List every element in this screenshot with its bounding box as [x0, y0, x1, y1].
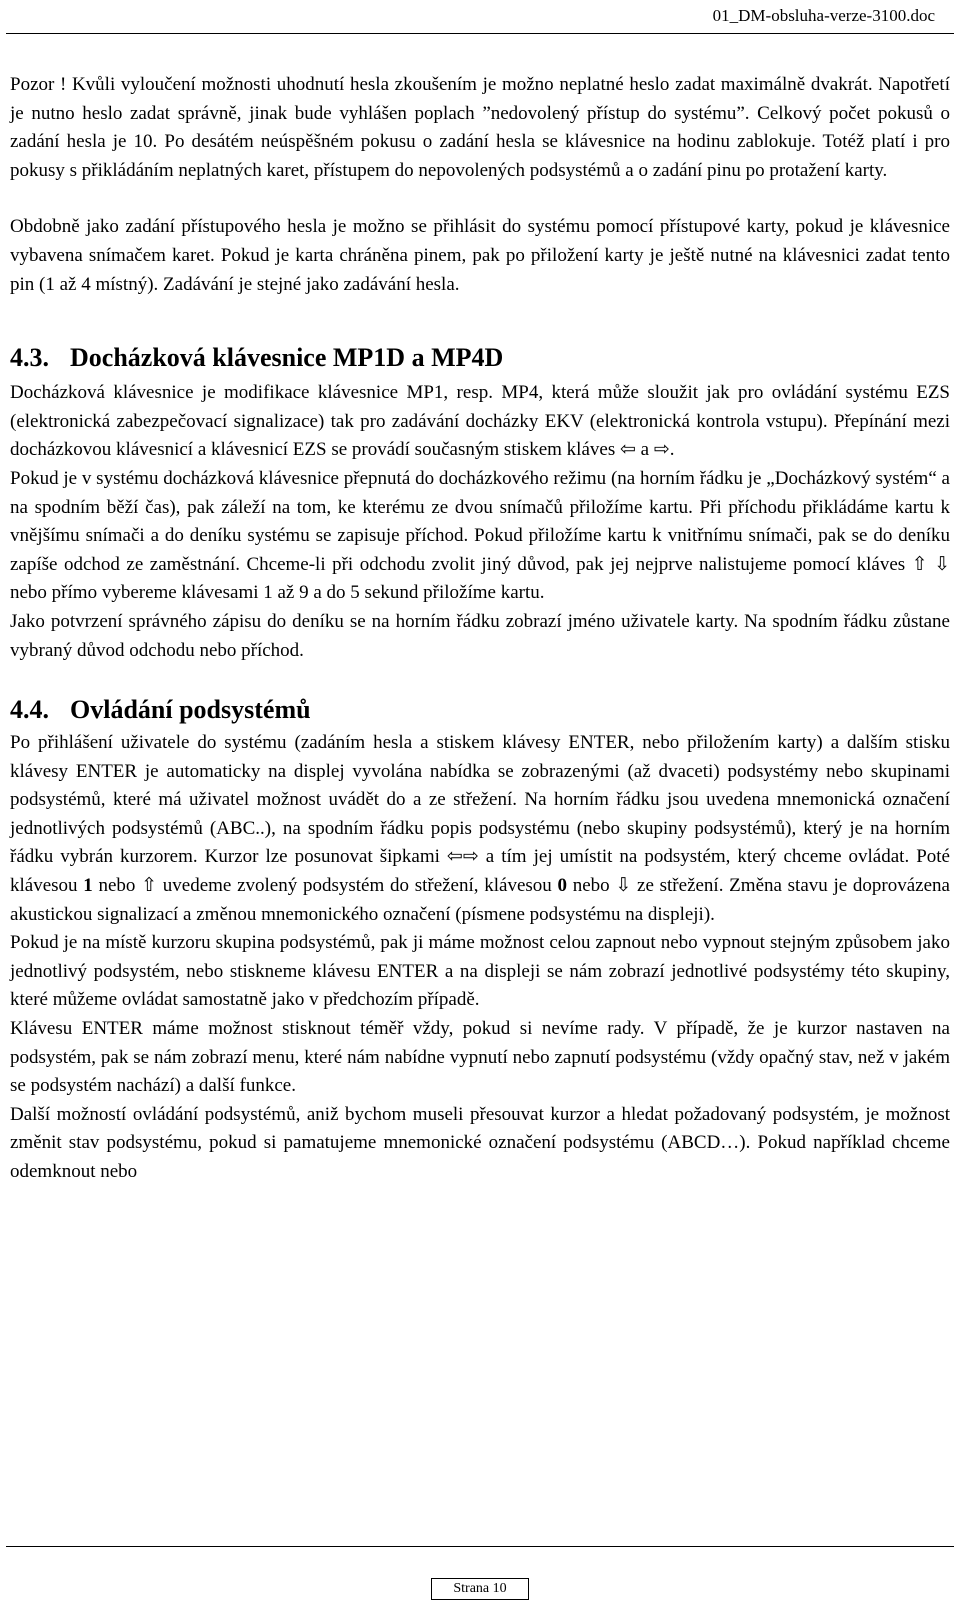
page-body: [10, 71, 950, 1187]
subsystem-control-paragraph: [10, 729, 950, 929]
key-label: 1: [83, 875, 93, 897]
page-number: Strana 10: [431, 1578, 529, 1600]
section-number: 4.3.: [10, 343, 49, 373]
password-warning-paragraph: Pozor ! Kvůli vyloučení možnosti uhodnutí hesla zkoušením je možno neplatné heslo zadat maximálně dvakrát. Napotřetí je nutno heslo zadat správně, jinak bude vyhlášen poplach ”nedovolený přístup do systému”. Celkový počet pokusů o zadání hesla je 10. Po desátém neúspěšném pokusu o zadání hesla se klávesnice na hodinu zablokuje. Totéž platí i pro pokusy s přikládáním neplatných karet, přístupem do nepovolených podsystémů a o zadání pinu po protažení karty.: [10, 74, 950, 181]
enter-key-paragraph: Klávesu ENTER máme možnost stisknout téměř vždy, pokud si nevíme rady. V případě, že je kurzor nastaven na podsystém, pak se nám zobrazí menu, které nám nabídne vypnutí nebo zapnutí podsystému (vždy opačný stav, než v jakém se podsystém nachází) a další funkce.: [10, 1018, 950, 1097]
subsystem-group-paragraph: Pokud je na místě kurzoru skupina podsystémů, pak ji máme možnost celou zapnout nebo vypnout stejným způsobem jako jednotlivý podsystém, nebo stiskneme klávesu ENTER a na displeji se nám zobrazí jednotlivé podsystémy této skupiny, které můžeme ovládat samostatně jako v předchozím případě.: [10, 932, 950, 1011]
footer-rule: [6, 1546, 954, 1547]
text-run: Po přihlášení uživatele do systému (zadáním hesla a stiskem klávesy ENTER, nebo přiložením karty) a dalším stisku klávesy ENTER je automaticky na displej vyvolána nabídka se zobrazenými (až dvaceti) podsystémy nebo skupinami podsystémů, které má uživatel možnost uvádět do a ze střežení. Na horním řádku jsou uvedena mnemonická označení jednotlivých podsystémů (ABC..), na spodním řádku popis podsystému (nebo skupiny podsystémů), který je na horním řádku vybrán kurzorem. Kurzor lze posunovat šipkami ⇦⇨ a tím jej umístit na podsystém, který chceme ovládat. Poté klávesou: [10, 732, 950, 897]
document-filename: 01_DM-obsluha-verze-3100.doc: [712, 6, 935, 25]
mnemonic-control-paragraph: Další možností ovládání podsystémů, aniž bychom museli přesouvat kurzor a hledat požadovaný podsystém, je možnost změnit stav podsystému, pokud si pamatujeme mnemonické označení podsystému (ABCD…). Pokud například chceme odemknout nebo: [10, 1103, 950, 1182]
section-title: Docházková klávesnice MP1D a MP4D: [70, 343, 504, 373]
section-title: Ovládání podsystémů: [70, 695, 311, 725]
text-run: nebo ⇩ ze střežení. Změna stavu je doprovázena akustickou signalizací a změnou mnemonického označení (písmene podsystému na displeji).: [10, 875, 950, 925]
key-label: 0: [557, 875, 568, 897]
attendance-keypad-paragraph: Docházková klávesnice je modifikace klávesnice MP1, resp. MP4, která může sloužit jak pro ovládání systému EZS (elektronická zabezpečovací signalizace) tak pro zadávání docházky EKV (elektronická kontrola vstupu). Přepínání mezi docházkovou klávesnicí a klávesnicí EZS se provádí současným stiskem kláves ⇦ a ⇨.: [10, 382, 950, 461]
attendance-mode-paragraph: Pokud je v systému docházková klávesnice přepnutá do docházkového režimu (na horním řádku je „Docházkový systém“ a na spodním běží čas), pak záleží na tom, ke kterému ze dvou snímačů přiložíme kartu. Při příchodu přikládáme kartu k vnějšímu snímači a do deníku systému se zapisuje příchod. Pokud přiložíme kartu k vnitřnímu snímači, pak se do deníku zapíše odchod ze zaměstnání. Chceme-li při odchodu zvolit jiný důvod, pak jej nejprve nalistujeme pomocí kláves ⇧ ⇩ nebo přímo vybereme klávesami 1 až 9 a do 5 sekund přiložíme kartu.: [10, 467, 950, 604]
section-heading-4-3: [10, 341, 950, 375]
card-login-paragraph: Obdobně jako zadání přístupového hesla je možno se přihlásit do systému pomocí přístupové karty, pokud je klávesnice vybavena snímačem karet. Pokud je karta chráněna pinem, pak po přiložení karty je ještě nutné na klávesnici zadat tento pin (1 až 4 místný). Zadávání je stejné jako zadávání hesla.: [10, 216, 950, 295]
section-number: 4.4.: [10, 695, 49, 725]
confirmation-paragraph: Jako potvrzení správného zápisu do deníku se na horním řádku zobrazí jméno uživatele karty. Na spodním řádku zůstane vybraný důvod odchodu nebo příchod.: [10, 610, 950, 661]
text-run: nebo ⇧ uvedeme zvolený podsystém do střežení, klávesou: [92, 875, 558, 897]
section-heading-4-4: [10, 693, 950, 727]
header-rule: [6, 33, 954, 34]
